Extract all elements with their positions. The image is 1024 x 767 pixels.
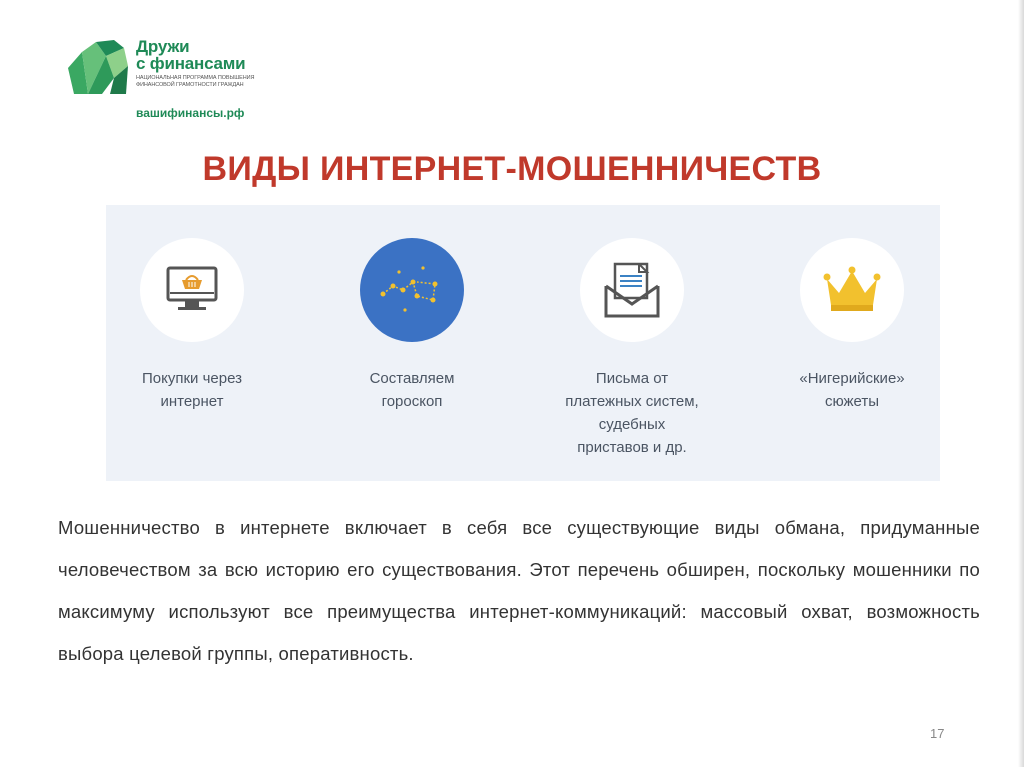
- icon-circle: [580, 238, 684, 342]
- letter-envelope-icon: [602, 260, 662, 320]
- caption-online-shopping: Покупки через интернет: [142, 370, 242, 410]
- icon-circle: [140, 238, 244, 342]
- crown-icon: [821, 265, 883, 315]
- body-paragraph: Мошенничество в интернете включает в себя все существующие виды обмана, придуманные человечеством за всю историю его существования. Этот перечень обширен, поскольку мошенники по максимуму используют все преимущества интернет-коммуникаций: массовый охват, возможность выбора целевой группы, оперативность.: [58, 517, 980, 664]
- icon-circle: [360, 238, 464, 342]
- logo: [66, 38, 276, 128]
- caption-nigerian: «Нигерийские» сюжеты: [799, 370, 905, 410]
- logo-mark-icon: [66, 38, 130, 96]
- logo-title: Дружи с финансами: [136, 37, 246, 73]
- icon-circle: [800, 238, 904, 342]
- fraud-types-panel: [106, 205, 940, 481]
- slide-title: ВИДЫ ИНТЕРНЕТ-МОШЕННИЧЕСТВ: [202, 150, 822, 188]
- slide-edge-shadow: [1018, 0, 1024, 767]
- shopping-basket-monitor-icon: [165, 265, 219, 315]
- caption-letters: Письма от платежных систем, судебных приставов и др.: [565, 370, 699, 456]
- logo-site: вашифинансы.рф: [136, 106, 245, 120]
- caption-horoscope: Составляем гороскоп: [369, 370, 455, 410]
- page-number: 17: [930, 726, 945, 741]
- constellation-icon: [377, 260, 447, 320]
- logo-subtitle: НАЦИОНАЛЬНАЯ ПРОГРАММА ПОВЫШЕНИЯ ФИНАНСОВОЙ ГРАМОТНОСТИ ГРАЖДАН: [136, 75, 255, 88]
